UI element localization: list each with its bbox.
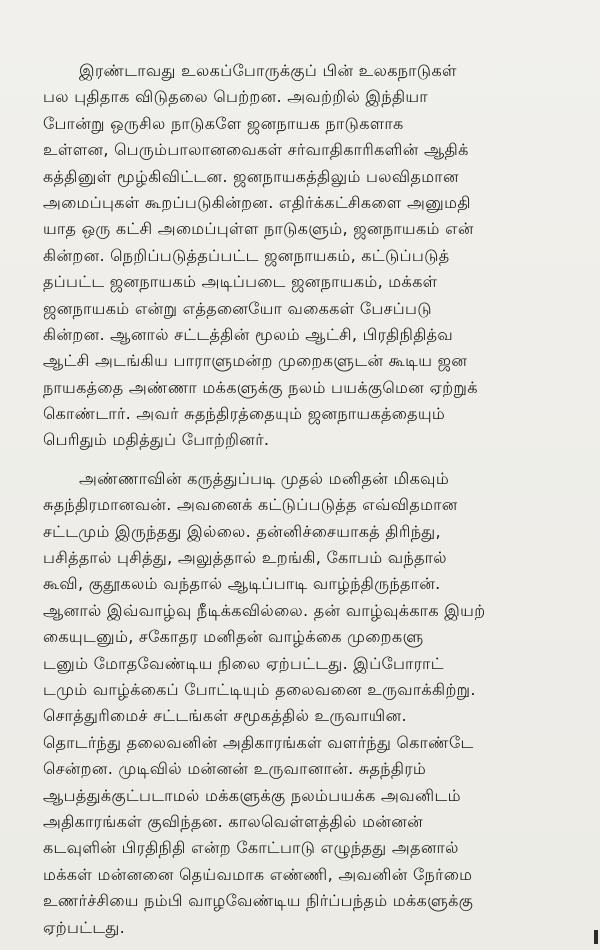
text-line: கொண்டார். அவர் சுதந்திரத்தையும் ஜனநாயகத்தையும் xyxy=(43,404,446,424)
text-line: தப்பட்ட ஜனநாயகம் அடிப்படை ஜனநாயகம், மக்கள் xyxy=(43,272,438,292)
paragraph-1 xyxy=(43,58,568,454)
text-line: போன்று ஒருசில நாடுகளே ஜனநாயக நாடுகளாக xyxy=(43,113,404,133)
text-line: அதிகாரங்கள் குவிந்தன. காலவெள்ளத்தில் மன்னன் xyxy=(43,811,423,831)
text-line: ஆனால் இவ்வாழ்வு நீடிக்கவில்லை. தன் வாழ்வுக்காக இயற் xyxy=(43,600,486,620)
text-line: சட்டமும் இருந்தது இல்லை. தன்னிச்சையாகத் திரிந்து, xyxy=(43,521,441,541)
text-line: யாத ஒரு கட்சி அமைப்புள்ள நாடுகளும், ஜனநாயகம் என் xyxy=(43,219,474,239)
text-line: மக்கள் மன்னனை தெய்வமாக எண்ணி, அவனின் நேர்மை xyxy=(43,864,473,884)
text-line: கடவுளின் பிரதிநிதி என்ற கோட்பாடு எழுந்தது அதனால் xyxy=(43,838,459,858)
text-line: ஜனநாயகம் என்று எத்தனையோ வகைகள் பேசப்படு xyxy=(43,298,432,318)
text-line: டனும் மோதவேண்டிய நிலை ஏற்பட்டது. இப்போராட் xyxy=(43,653,444,673)
text-line: நாயகத்தை அண்ணா மக்களுக்கு நலம் பயக்குமென ஏற்றுக் xyxy=(43,377,478,397)
text-line: உள்ளன, பெரும்பாலானவைகள் சர்வாதிகாரிகளின் ஆதிக் xyxy=(43,140,469,160)
text-line: கின்றன. நெறிப்படுத்தப்பட்ட ஜனநாயகம், கட்டுப்படுத் xyxy=(43,245,450,265)
text-line: ஆபத்துக்குட்படாமல் மக்களுக்கு நலம்பயக்க அவனிடம் xyxy=(43,785,461,805)
text-line: கின்றன. ஆனால் சட்டத்தின் மூலம் ஆட்சி, பிரதிநிதித்வ xyxy=(43,324,454,344)
text-line: பல புதிதாக விடுதலை பெற்றன. அவற்றில் இந்தியா xyxy=(43,87,428,107)
text-line: கூவி, குதூகலம் வந்தால் ஆடிப்பாடி வாழ்ந்திருந்தான். xyxy=(43,574,441,594)
text-line: கையுடனும், சகோதர மனிதன் வாழ்க்கை முறைகளு xyxy=(43,627,424,647)
page-text xyxy=(43,58,568,941)
paragraph-2 xyxy=(43,466,568,941)
paragraph-spacer xyxy=(43,454,568,466)
page-edge-mark xyxy=(594,930,598,944)
text-line: அமைப்புகள் கூறப்படுகின்றன. எதிர்க்கட்சிகளை அனுமதி xyxy=(43,192,471,212)
text-line: பசித்தால் புசித்து, அலுத்தால் உறங்கி, கோபம் வந்தால் xyxy=(43,548,447,568)
text-line: கத்தினுள் மூழ்கிவிட்டன. ஜனநாயகத்திலும் பலவிதமான xyxy=(43,166,459,186)
text-line: டமும் வாழ்க்கைப் போட்டியும் தலைவனை உருவாக்கிற்று. xyxy=(43,679,476,699)
text-line: சுதந்திரமானவன். அவனைக் கட்டுப்படுத்த எவ்விதமான xyxy=(43,495,458,515)
text-line: ஆட்சி அடங்கிய பாராளுமன்ற முறைகளுடன் கூடிய ஜன xyxy=(43,351,468,371)
text-line: உணர்ச்சியை நம்பி வாழவேண்டிய நிர்ப்பந்தம் மக்களுக்கு xyxy=(43,891,474,911)
text-line: தொடர்ந்து தலைவனின் அதிகாரங்கள் வளர்ந்து கொண்டே xyxy=(43,732,474,752)
text-line: ஏற்பட்டது. xyxy=(43,917,126,937)
text-line: பெரிதும் மதித்துப் போற்றினர். xyxy=(43,430,270,450)
text-line: சென்றன. முடிவில் மன்னன் உருவானான். சுதந்திரம் xyxy=(43,759,427,779)
text-line: இரண்டாவது உலகப்போருக்குப் பின் உலகநாடுகள் xyxy=(79,61,457,80)
text-line: அண்ணாவின் கருத்துப்படி முதல் மனிதன் மிகவும் xyxy=(79,468,450,488)
text-line: சொத்துரிமைச் சட்டங்கள் சமூகத்தில் உருவாயின. xyxy=(43,706,407,726)
